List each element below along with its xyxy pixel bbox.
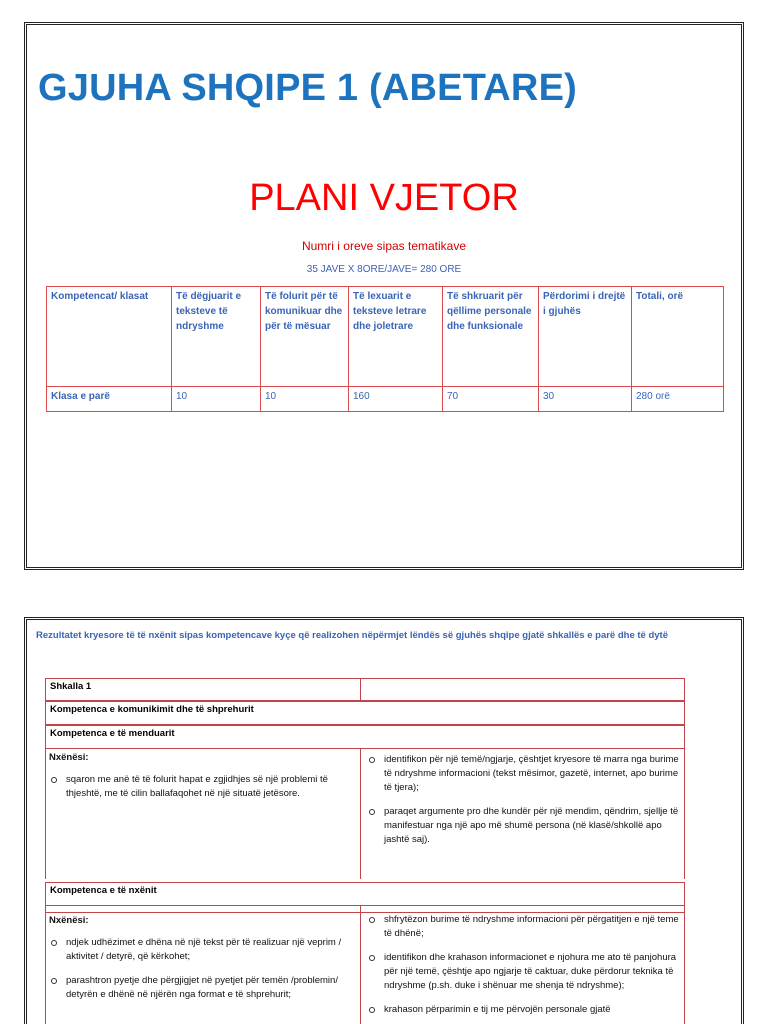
- list-item: sqaron me anë të të folurit hapat e zgjidhjes së një problemi të thjeshtë, me të cilin ballafaqohet në një situatë jetësore.: [49, 773, 355, 801]
- table-header-cell: Të folurit për të komunikuar dhe për të mësuar: [261, 287, 349, 387]
- divider: [684, 749, 685, 879]
- divider: [360, 749, 361, 879]
- table-row: [47, 387, 724, 412]
- hours-table: [46, 286, 724, 412]
- table-cell: 10: [261, 387, 349, 412]
- divider: [45, 906, 46, 1024]
- table-header-cell: Të shkruarit për qëllime personale dhe funksionale: [443, 287, 539, 387]
- nxenesi-label: Nxënësi:: [49, 752, 89, 763]
- table-cell: 30: [539, 387, 632, 412]
- divider: [360, 906, 361, 1024]
- list-item: paraqet argumente pro dhe kundër për një mendim, qëndrim, sjellje të manifestuar nga një apo më shumë persona (në klasë/shkollë apo jashtë saj).: [367, 805, 679, 847]
- komp-menduarit-bar: Kompetenca e të menduarit: [45, 725, 685, 749]
- table-cell: 10: [172, 387, 261, 412]
- table-cell: Klasa e parë: [47, 387, 172, 412]
- table-cell: 280 orë: [632, 387, 724, 412]
- page-plan-vjetor: [24, 22, 744, 570]
- bullet-icon: [369, 955, 375, 961]
- bullet-icon: [51, 940, 57, 946]
- table-header-cell: Përdorimi i drejtë i gjuhës: [539, 287, 632, 387]
- table-cell: 70: [443, 387, 539, 412]
- list-item: shfrytëzon burime të ndryshme informacioni për përgatitjen e një teme të dhënë;: [367, 913, 679, 941]
- list-item: ndjek udhëzimet e dhëna në një tekst për të realizuar një veprim / aktivitet / detyrë, që kërkohet;: [49, 936, 355, 964]
- menduarit-right-cell: [367, 753, 679, 857]
- document-title: GJUHA SHQIPE 1 (ABETARE): [38, 67, 577, 109]
- bullet-icon: [51, 777, 57, 783]
- plan-title: PLANI VJETOR: [249, 177, 519, 219]
- empty-cell: [360, 678, 685, 701]
- results-heading: Rezultatet kryesore të të nxënit sipas kompetencave kyçe që realizohen nëpërmjet lëndës së gjuhës shqipe gjatë shkallës e parë dhe të dytë: [36, 630, 668, 641]
- nxenesi-label: Nxënësi:: [49, 915, 89, 926]
- list-item: parashtron pyetje dhe përgjigjet në pyetjet për temën /problemin/ detyrën e dhënë në njërën nga format e të shprehurit;: [49, 974, 355, 1002]
- bullet-icon: [369, 757, 375, 763]
- komp-komunikimit-bar: Kompetenca e komunikimit dhe të shprehurit: [45, 701, 685, 725]
- table-header-cell: Totali, orë: [632, 287, 724, 387]
- bullet-icon: [369, 917, 375, 923]
- nxenit-right-cell: [367, 913, 679, 1024]
- plan-subtitle: Numri i oreve sipas tematikave: [301, 239, 467, 253]
- list-item: krahason përparimin e tij me përvojën personale gjatë: [367, 1003, 679, 1017]
- table-header-cell: Të dëgjuarit e teksteve të ndryshme: [172, 287, 261, 387]
- bullet-icon: [369, 809, 375, 815]
- table-header-row: [47, 287, 724, 387]
- divider: [684, 906, 685, 1024]
- list-item: identifikon për një temë/ngjarje, çështjet kryesore të marra nga burime të ndryshme informacioni (tekst mësimor, gazetë, internet, apo burime të tjera);: [367, 753, 679, 795]
- bullet-icon: [369, 1007, 375, 1013]
- list-item: identifikon dhe krahason informacionet e njohura me ato të panjohura për një temë, çështje apo ngjarje të caktuar, duke përdorur teknika të ndryshme (p.sh. duke i shënuar me shenja të ndryshme);: [367, 951, 679, 993]
- shkalla-cell: Shkalla 1: [45, 678, 361, 701]
- hours-note: 35 JAVE X 8ORE/JAVE= 280 ORE: [306, 264, 462, 275]
- komp-nxenit-bar: Kompetenca e të nxënit: [45, 882, 685, 906]
- page-rezultatet: [24, 617, 744, 1024]
- nxenit-left-cell: [49, 914, 355, 1012]
- table-header-cell: Kompetencat/ klasat: [47, 287, 172, 387]
- table-cell: 160: [349, 387, 443, 412]
- bullet-icon: [51, 978, 57, 984]
- table-header-cell: Të lexuarit e teksteve letrare dhe joletrare: [349, 287, 443, 387]
- menduarit-left-cell: [49, 751, 355, 811]
- divider: [45, 749, 46, 879]
